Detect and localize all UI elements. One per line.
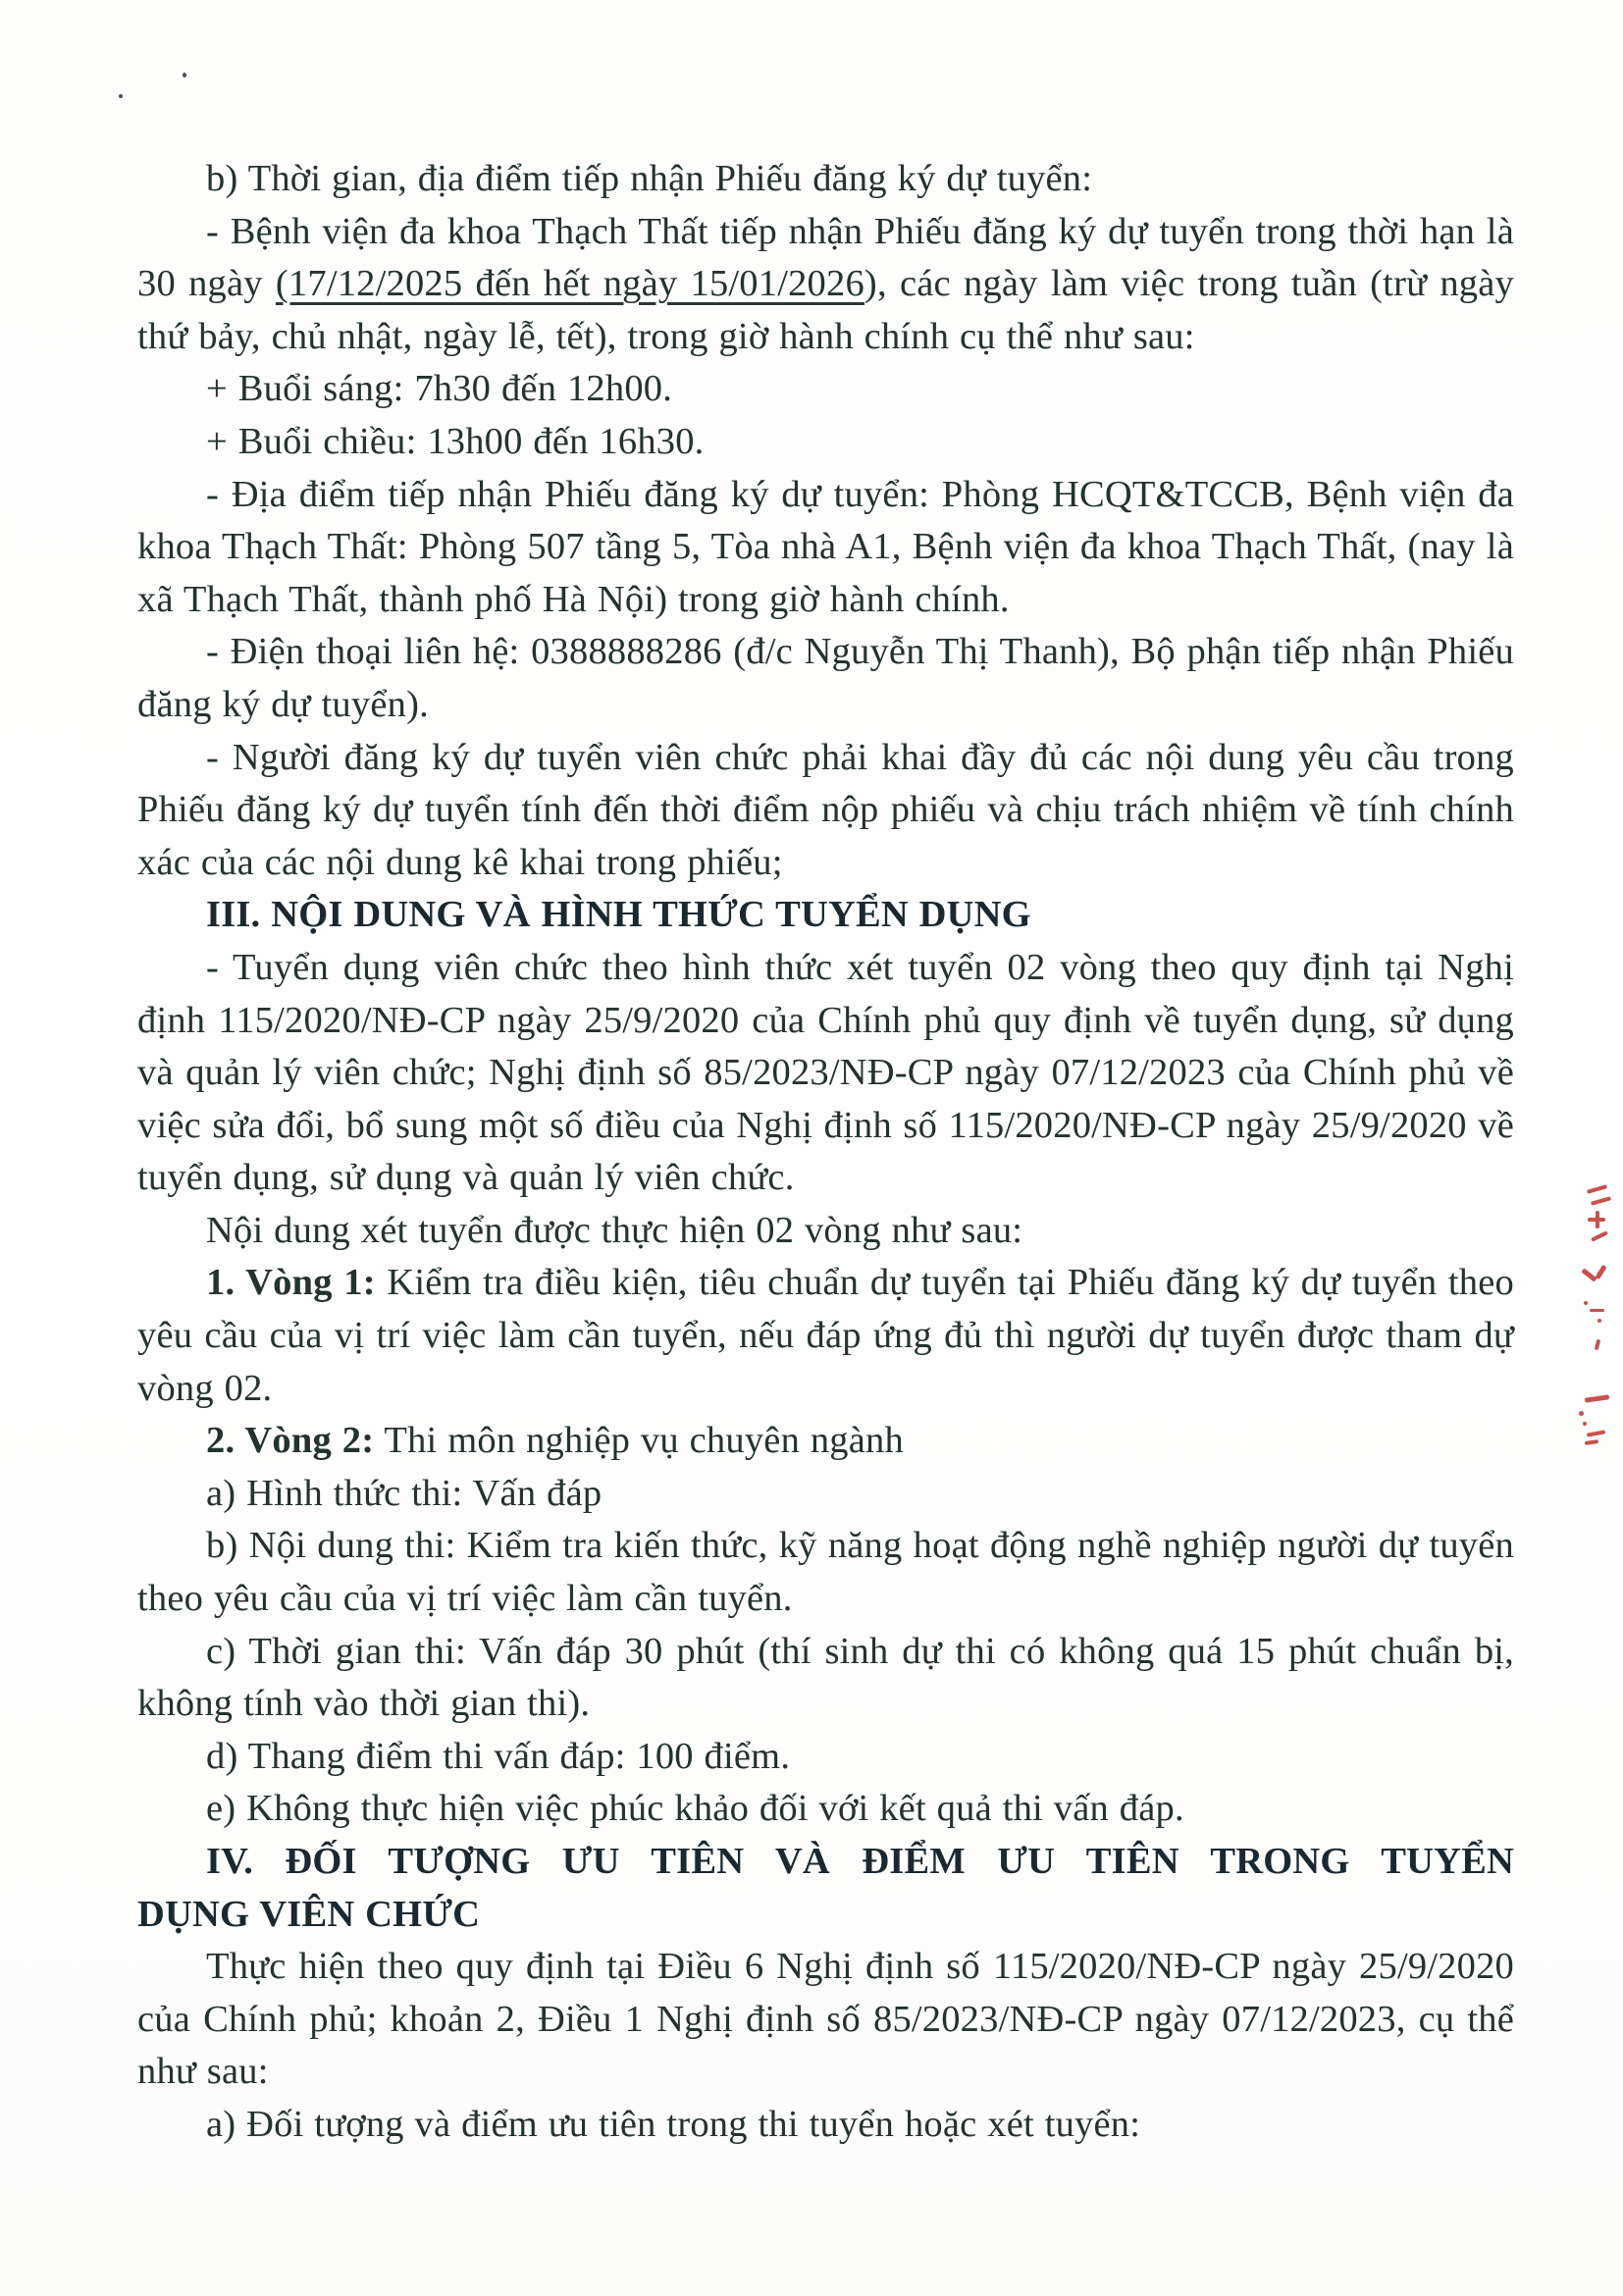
paragraph-rounds-intro: Nội dung xét tuyển được thực hiện 02 vòng như sau: bbox=[206, 1209, 1023, 1251]
deadline-text-post: ), các ngày làm việc trong tuần (trừ ngày thứ bảy, chủ nhật, ngày lễ, tết), trong giờ hành chính cụ thể như sau: bbox=[137, 263, 1514, 357]
red-pen-mark bbox=[1595, 1339, 1601, 1351]
scan-speck bbox=[183, 73, 186, 78]
red-pen-mark bbox=[1585, 1439, 1598, 1445]
round-1-text: Kiểm tra điều kiện, tiêu chuẩn dự tuyển tại Phiếu đăng ký dự tuyển theo yêu cầu của vị trí việc làm cần tuyển, nếu đáp ứng đủ thì người dự tuyển được tham dự vòng 02. bbox=[137, 1262, 1514, 1409]
paragraph-round-2 bbox=[137, 1415, 1514, 1468]
red-pen-mark bbox=[1585, 1394, 1609, 1402]
paragraph-location: - Địa điểm tiếp nhận Phiếu đăng ký dự tuyển: Phòng HCQT&TCCB, Bệnh viện đa khoa Thạch Thất: Phòng 507 tầng 5, Tòa nhà A1, Bệnh viện đa khoa Thạch Thất, (nay là xã Thạch Thất, thành phố Hà Nội) trong giờ hành chính. bbox=[137, 473, 1514, 620]
red-pen-mark bbox=[1587, 1430, 1605, 1436]
red-pen-mark bbox=[1587, 1184, 1607, 1194]
round-2-text: Thi môn nghiệp vụ chuyên ngành bbox=[374, 1420, 904, 1462]
paragraph-deadline bbox=[137, 206, 1514, 364]
paragraph-declaration: - Người đăng ký dự tuyển viên chức phải khai đầy đủ các nội dung yêu cầu trong Phiếu đăng ký dự tuyển tính đến thời điểm nộp phiếu và chịu trách nhiệm về tính chính xác của các nội dung kê khai trong phiếu; bbox=[137, 736, 1514, 883]
paragraph-afternoon-hours: + Buổi chiều: 13h00 đến 16h30. bbox=[206, 420, 705, 462]
red-pen-mark bbox=[1591, 1230, 1608, 1241]
red-pen-mark bbox=[1579, 1411, 1584, 1416]
red-pen-mark bbox=[1583, 1422, 1587, 1426]
round-2-label: 2. Vòng 2: bbox=[206, 1420, 375, 1462]
paragraph-no-review: e) Không thực hiện việc phúc khảo đối với kết quả thi vấn đáp. bbox=[206, 1788, 1184, 1830]
red-pen-mark bbox=[1595, 1265, 1606, 1279]
red-pen-mark bbox=[1591, 1196, 1611, 1206]
section-iv-heading-line2: DỤNG VIÊN CHỨC bbox=[137, 1893, 481, 1935]
paragraph-morning-hours: + Buổi sáng: 7h30 đến 12h00. bbox=[206, 368, 673, 410]
deadline-date-range-underlined: (17/12/2025 đến hết ngày 15/01/2026 bbox=[275, 263, 864, 305]
paragraph-exam-content: b) Nội dung thi: Kiểm tra kiến thức, kỹ năng hoạt động nghề nghiệp người dự tuyển theo yêu cầu của vị trí việc làm cần tuyển. bbox=[137, 1525, 1514, 1620]
deadline-text-pre: - Bệnh viện đa khoa Thạch Thất tiếp nhận Phiếu đăng ký dự tuyển trong thời hạn là 30 ngày bbox=[137, 210, 1514, 305]
red-pen-mark bbox=[1596, 1211, 1599, 1228]
paragraph-round-1 bbox=[137, 1257, 1514, 1415]
paragraph-legal-basis: Thực hiện theo quy định tại Điều 6 Nghị định số 115/2020/NĐ-CP ngày 25/9/2020 của Chính phủ; khoản 2, Điều 1 Nghị định số 85/2023/NĐ-CP ngày 07/12/2023, cụ thể như sau: bbox=[137, 1946, 1514, 2093]
paragraph-time-place-heading: b) Thời gian, địa điểm tiếp nhận Phiếu đăng ký dự tuyển: bbox=[206, 158, 1093, 199]
paragraph-score-scale: d) Thang điểm thi vấn đáp: 100 điểm. bbox=[206, 1735, 791, 1777]
scan-speck bbox=[119, 94, 123, 98]
paragraph-exam-form: a) Hình thức thi: Vấn đáp bbox=[206, 1472, 602, 1514]
document-body bbox=[137, 153, 1514, 2152]
section-iv-heading-line1: IV. ĐỐI TƯỢNG ƯU TIÊN VÀ ĐIỂM ƯU TIÊN TRONG TUYỂN bbox=[206, 1841, 1514, 1882]
paragraph-contact-phone: - Điện thoại liên hệ: 0388888286 (đ/c Nguyễn Thị Thanh), Bộ phận tiếp nhận Phiếu đăng ký dự tuyển). bbox=[137, 631, 1514, 725]
red-pen-mark bbox=[1590, 1309, 1604, 1312]
paragraph-priority-intro: a) Đối tượng và điểm ưu tiên trong thi tuyển hoặc xét tuyển: bbox=[206, 2103, 1141, 2145]
round-1-label: 1. Vòng 1: bbox=[206, 1262, 376, 1304]
paragraph-exam-duration: c) Thời gian thi: Vấn đáp 30 phút (thí sinh dự thi có không quá 15 phút chuẩn bị, không tính vào thời gian thi). bbox=[137, 1630, 1514, 1725]
red-pen-mark bbox=[1597, 1319, 1601, 1323]
paragraph-recruitment-method: - Tuyển dụng viên chức theo hình thức xét tuyển 02 vòng theo quy định tại Nghị định 115/2020/NĐ-CP ngày 25/9/2020 của Chính phủ quy định về tuyển dụng, sử dụng và quản lý viên chức; Nghị định số 85/2023/NĐ-CP ngày 07/12/2023 của Chính phủ về việc sửa đổi, bổ sung một số điều của Nghị định số 115/2020/NĐ-CP ngày 25/9/2020 về tuyển dụng, sử dụng và quản lý viên chức. bbox=[137, 946, 1514, 1199]
section-iii-heading: III. NỘI DUNG VÀ HÌNH THỨC TUYỂN DỤNG bbox=[206, 894, 1031, 936]
red-pen-mark bbox=[1584, 1301, 1588, 1305]
